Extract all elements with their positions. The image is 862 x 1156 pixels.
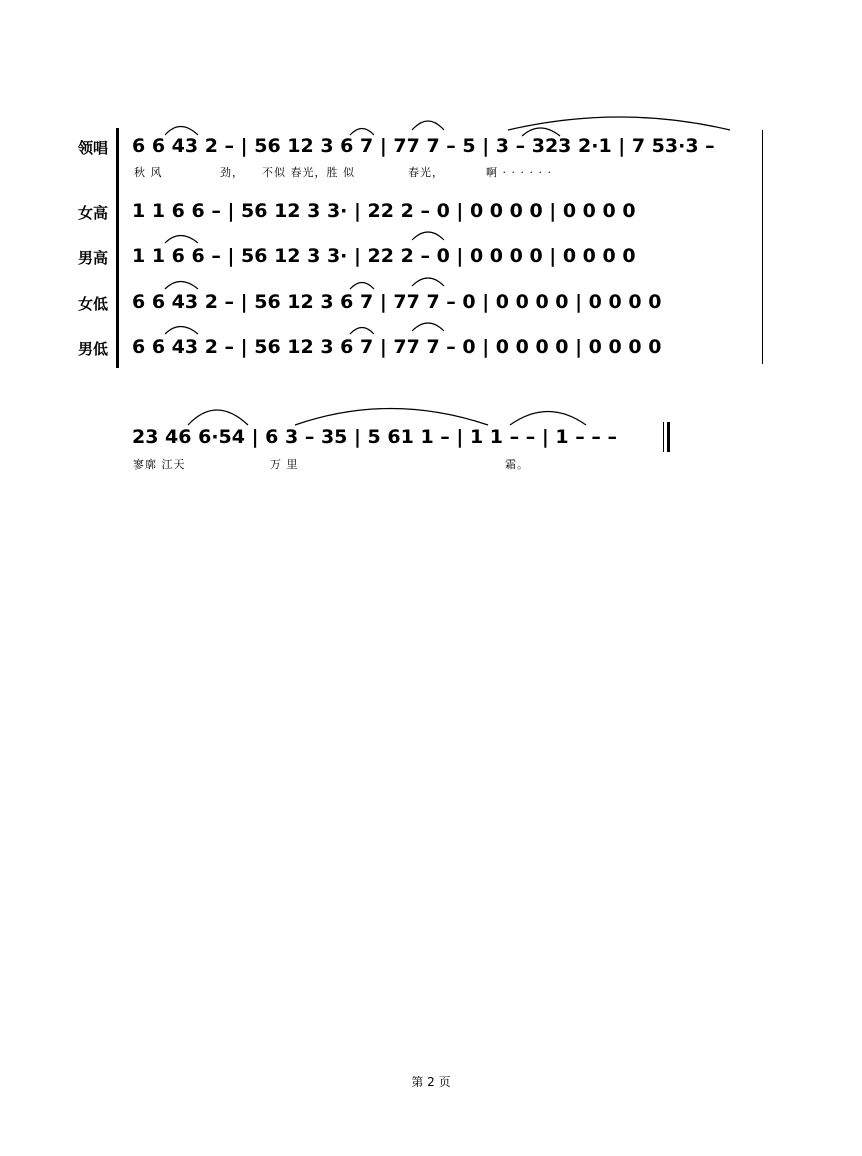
tie-slur xyxy=(350,129,374,136)
tie-slur xyxy=(188,410,248,425)
tie-slur xyxy=(350,328,374,335)
lyric-segment: 秋 风 xyxy=(134,166,163,179)
tie-slur xyxy=(522,128,560,136)
lyric-segment: 春光， xyxy=(408,166,444,179)
part-label-alto: 女低 xyxy=(77,295,108,313)
tie-slur xyxy=(510,412,586,426)
notes-row-bass: 6 6 43 2 – | 56 12 3 6 7 | 77 7 – 0 | 0 0 0 0 | 0 0 0 0 xyxy=(132,336,662,358)
tie-slur xyxy=(165,327,198,335)
tie-slur xyxy=(350,283,374,290)
tie-slur xyxy=(165,127,198,136)
part-label-bass: 男低 xyxy=(77,340,108,358)
part-label-lead: 领唱 xyxy=(77,139,108,157)
lyric-segment: 劲， xyxy=(220,166,244,179)
lyric-segment: 啊 · · · · · · xyxy=(486,166,552,179)
part-label-tenor: 男高 xyxy=(77,249,108,267)
part-label-soprano: 女高 xyxy=(77,204,108,222)
notes-row-tenor: 1 1 6 6 – | 56 12 3 3· | 22 2 – 0 | 0 0 0 0 | 0 0 0 0 xyxy=(132,245,636,267)
notes-row-system-2: 23 46 6·54 | 6 3 – 35 | 5 61 1 – | 1 1 – – | 1 – – – xyxy=(132,426,617,448)
notes-row-soprano: 1 1 6 6 – | 56 12 3 3· | 22 2 – 0 | 0 0 0 0 | 0 0 0 0 xyxy=(132,200,636,222)
lyric-segment: 万 里 xyxy=(270,458,299,471)
tie-slur xyxy=(412,278,444,286)
tie-slur xyxy=(165,282,198,290)
page-number: 第 2 页 xyxy=(411,1075,451,1089)
tie-slur xyxy=(165,236,198,244)
lyric-segment: 霜。 xyxy=(505,458,529,471)
phrase-slur xyxy=(295,409,488,426)
lyric-segment: 寥廓 江天 xyxy=(133,458,186,471)
tie-slur xyxy=(412,121,444,130)
tie-slur xyxy=(412,323,444,331)
notes-row-alto: 6 6 43 2 – | 56 12 3 6 7 | 77 7 – 0 | 0 0 0 0 | 0 0 0 0 xyxy=(132,291,662,313)
lyric-segment: 不似 春光，胜 似 xyxy=(262,166,355,179)
tie-slur xyxy=(412,232,444,240)
notes-row-lead: 6 6 43 2 – | 56 12 3 6 7 | 77 7 – 5 | 3 – 323 2·1 | 7 53·3 – xyxy=(132,135,715,157)
